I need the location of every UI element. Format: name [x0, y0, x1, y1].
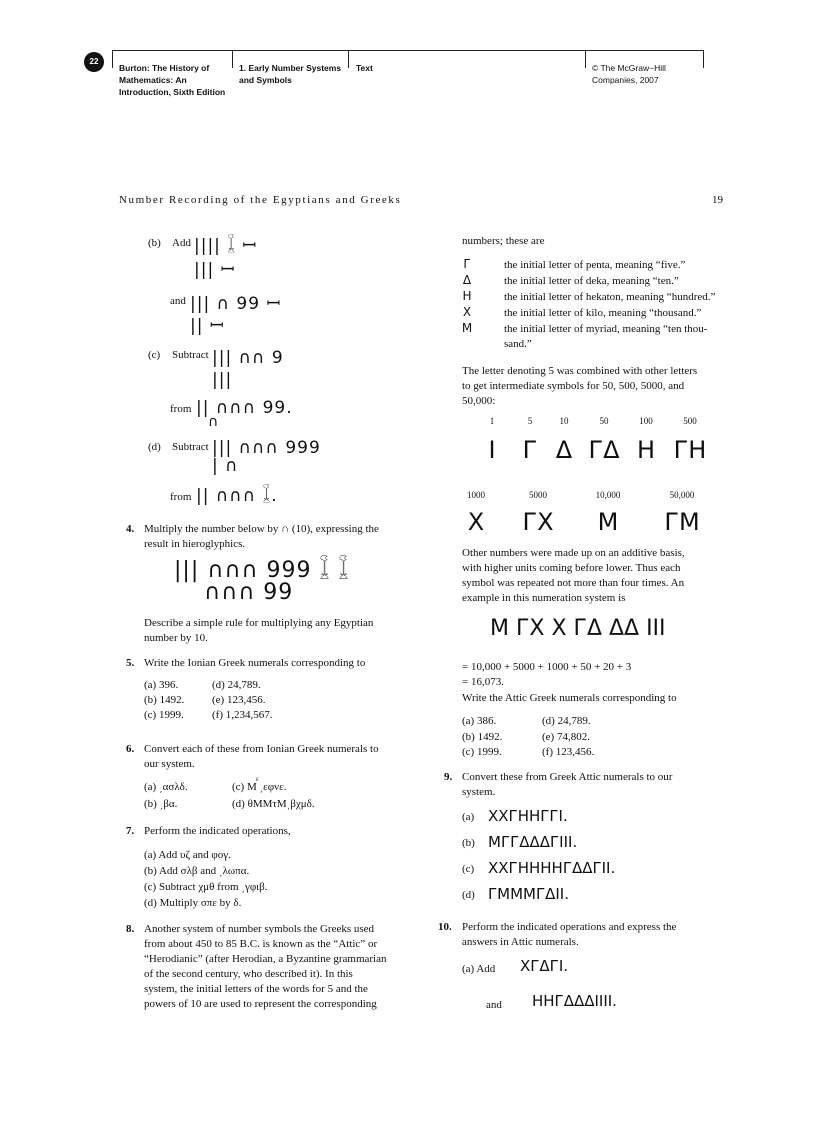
hieroglyph-numeral: || ꟷ [190, 316, 225, 336]
exercise-text: Perform the indicated operations, [144, 825, 291, 837]
exercise-text: Subtract [172, 349, 209, 361]
attic-symbol: X [462, 305, 472, 319]
hieroglyph-numeral: | ∩ [212, 456, 239, 476]
exercise-text: Convert each of these from Ionian Greek numerals to [144, 743, 379, 755]
header-divider [232, 50, 233, 68]
list-item: (d) θMMτM͵βχμδ. [232, 798, 315, 810]
exercise-number: 6. [126, 743, 135, 755]
attic-numeral: XГΔГI. [520, 957, 569, 975]
list-item: (a) ͵ασλδ. [144, 781, 188, 793]
attic-numeral: HHГΔΔΔIIII. [532, 992, 617, 1010]
attic-symbol: Г [522, 436, 538, 464]
hieroglyph-numeral: ||| ∩ 99 ꟷ [190, 294, 282, 314]
attic-symbol: Δ [462, 273, 472, 287]
header-rule [112, 50, 704, 51]
exercise-label: (c) [462, 863, 475, 875]
list-item: (a) 386. [462, 715, 497, 727]
body-text: to get intermediate symbols for 50, 500, 5000, and [462, 380, 685, 392]
exercise-text: and [170, 295, 186, 307]
hieroglyph-numeral: ||| ∩∩∩ 999 𓆼 𓆼 [174, 558, 350, 583]
attic-symbol: M [461, 321, 473, 335]
exercise-number: 7. [126, 825, 135, 837]
body-text: 50,000: [462, 395, 496, 407]
header-divider [112, 50, 113, 68]
body-text: symbol was repeated not more than four times. An [462, 577, 685, 589]
value-label: 5000 [529, 490, 547, 500]
list-item: (e) 123,456. [212, 694, 266, 706]
body-text: Other numbers were made up on an additive basis, [462, 547, 685, 559]
attic-symbol: ГH [673, 436, 707, 464]
list-item: (d) 24,789. [212, 679, 261, 691]
list-item: (c) Subtract χμθ from ͵γφιβ. [144, 881, 268, 893]
exercise-text: Write the Ionian Greek numerals corresponding to [144, 657, 366, 669]
exercise-number: 9. [444, 771, 453, 783]
body-text: The letter denoting 5 was combined with other letters [462, 365, 698, 377]
exercise-text: Convert these from Greek Attic numerals to our [462, 771, 673, 783]
hieroglyph-numeral: ||| ꟷ [194, 260, 236, 280]
hieroglyph-numeral: || ∩∩∩ 99. [196, 398, 293, 418]
hieroglyph-numeral: ||| [212, 370, 233, 390]
list-item: (f) 1,234,567. [212, 709, 273, 721]
exercise-text: powers of 10 are used to represent the corresponding [144, 998, 377, 1010]
value-label: 50 [599, 416, 609, 426]
definition-text: sand.” [504, 338, 532, 350]
attic-symbol: ГΔ [588, 436, 620, 464]
exercise-text: (a) Add [462, 963, 496, 975]
exercise-text: number by 10. [144, 632, 208, 644]
hieroglyph-numeral: ||| ∩∩ 9 [212, 348, 284, 368]
exercise-text: Write the Attic Greek numerals corresponding to [462, 692, 677, 704]
exercise-label: (b) [462, 837, 475, 849]
list-item: (b) ͵βα. [144, 798, 178, 810]
exercise-text: system. [462, 786, 496, 798]
section-label: Text [356, 63, 373, 73]
exercise-text: Perform the indicated operations and express the [462, 921, 677, 933]
exercise-label: (d) [148, 441, 161, 453]
exercise-number: 8. [126, 923, 135, 935]
chapter-title: 1. Early Number Systems and Symbols [239, 63, 342, 85]
running-head: Number Recording of the Egyptians and Greeks [119, 194, 402, 206]
list-item: (e) 74,802. [542, 731, 590, 743]
page-badge: 22 [84, 52, 104, 72]
exercise-text: system, the initial letters of the words for 5 and the [144, 983, 368, 995]
body-text: with higher units coming before lower. Thus each [462, 562, 681, 574]
exercise-number: 4. [126, 523, 135, 535]
exercise-text: result in hieroglyphics. [144, 538, 246, 550]
body-text: example in this numeration system is [462, 592, 626, 604]
attic-numeral: XXГHHHHГΔΔГII. [488, 859, 616, 877]
list-item: (c) M ͵εφνε. [232, 781, 287, 793]
exercise-text: from [170, 491, 192, 503]
attic-symbol: Г [463, 257, 471, 271]
exercise-text: Multiply the number below by ∩ (10), expressing the [144, 523, 379, 535]
exercise-number: 5. [126, 657, 135, 669]
exercise-text: “Herodianic” (after Herodian, a Byzantine grammarian [144, 953, 387, 965]
list-item: (d) Multiply σπε by δ. [144, 897, 242, 909]
exercise-text: and [486, 999, 502, 1011]
hieroglyph-numeral: |||| 𓆼 ꟷ [194, 236, 258, 256]
value-label: 5 [527, 416, 533, 426]
list-item: (b) Add σλβ and ͵λωπα. [144, 865, 250, 877]
exercise-text: of the second century, who described it). In this [144, 968, 353, 980]
attic-symbol: H [636, 436, 656, 464]
definition-text: the initial letter of myriad, meaning “ten thou- [504, 323, 708, 335]
value-label: 1000 [467, 490, 485, 500]
exercise-text: Add [172, 237, 191, 249]
definition-text: the initial letter of hekaton, meaning “hundred.” [504, 291, 716, 303]
exercise-text: our system. [144, 758, 195, 770]
equation: = 16,073. [462, 676, 504, 688]
hieroglyph-numeral: ∩∩∩ 99 [204, 580, 294, 605]
list-item: (c) 1999. [462, 746, 502, 758]
attic-symbol: ГX [522, 508, 554, 536]
attic-symbol: X [467, 508, 485, 536]
definition-text: the initial letter of penta, meaning “five.” [504, 259, 686, 271]
hieroglyph-numeral: ∩ [208, 414, 220, 430]
value-label: 500 [683, 416, 697, 426]
page-number: 19 [712, 194, 723, 206]
value-label: 10 [559, 416, 569, 426]
exercise-label: (c) [148, 349, 161, 361]
exercise-label: (b) [148, 237, 161, 249]
list-item: (a) 396. [144, 679, 179, 691]
hieroglyph-numeral: || ∩∩∩ 𓆼. [196, 486, 278, 506]
attic-symbol: H [462, 289, 472, 303]
list-item: (f) 123,456. [542, 746, 595, 758]
header-divider [703, 50, 704, 68]
exercise-label: (a) [462, 811, 475, 823]
equation: = 10,000 + 5000 + 1000 + 50 + 20 + 3 [462, 661, 632, 673]
attic-symbol: ГM [664, 508, 700, 536]
copyright: © The McGraw−Hill Companies, 2007 [592, 63, 666, 85]
list-item: (d) 24,789. [542, 715, 591, 727]
exercise-text: from about 450 to 85 B.C. is known as the “Attic” or [144, 938, 378, 950]
exercise-text: from [170, 403, 192, 415]
value-label: 50,000 [669, 490, 695, 500]
definition-text: the initial letter of kilo, meaning “thousand.” [504, 307, 702, 319]
value-label: 100 [639, 416, 653, 426]
list-item: (c) 1999. [144, 709, 184, 721]
exercise-text: Describe a simple rule for multiplying any Egyptian [144, 617, 374, 629]
attic-numeral: XXГHHГГI. [488, 807, 568, 825]
attic-symbol: I [488, 436, 496, 464]
hieroglyph-numeral: ||| ∩∩∩ 999 [212, 438, 321, 458]
attic-numeral: MГГΔΔΔГIII. [488, 833, 578, 851]
book-title: Burton: The History of Mathematics: An Introduction, Sixth Edition [119, 63, 226, 97]
exercise-text: answers in Attic numerals. [462, 936, 579, 948]
value-label: 10,000 [595, 490, 621, 500]
attic-numeral: ГMMMГΔII. [488, 885, 569, 903]
exercise-number: 10. [438, 921, 452, 933]
list-item: (b) 1492. [144, 694, 185, 706]
attic-example: M ГX X ГΔ ΔΔ III [490, 616, 666, 641]
attic-symbol: Δ [555, 436, 573, 464]
list-item: (a) Add υζ and φογ. [144, 849, 231, 861]
attic-symbol: M [597, 508, 619, 536]
exercise-text: Another system of number symbols the Greeks used [144, 923, 375, 935]
header-divider [348, 50, 349, 68]
body-text: numbers; these are [462, 235, 545, 247]
exercise-text: Subtract [172, 441, 209, 453]
definition-text: the initial letter of deka, meaning “ten.” [504, 275, 679, 287]
header-divider [585, 50, 586, 68]
list-item: (b) 1492. [462, 731, 503, 743]
superscript: ε [256, 775, 259, 783]
exercise-label: (d) [462, 889, 475, 901]
value-label: 1 [489, 416, 495, 426]
